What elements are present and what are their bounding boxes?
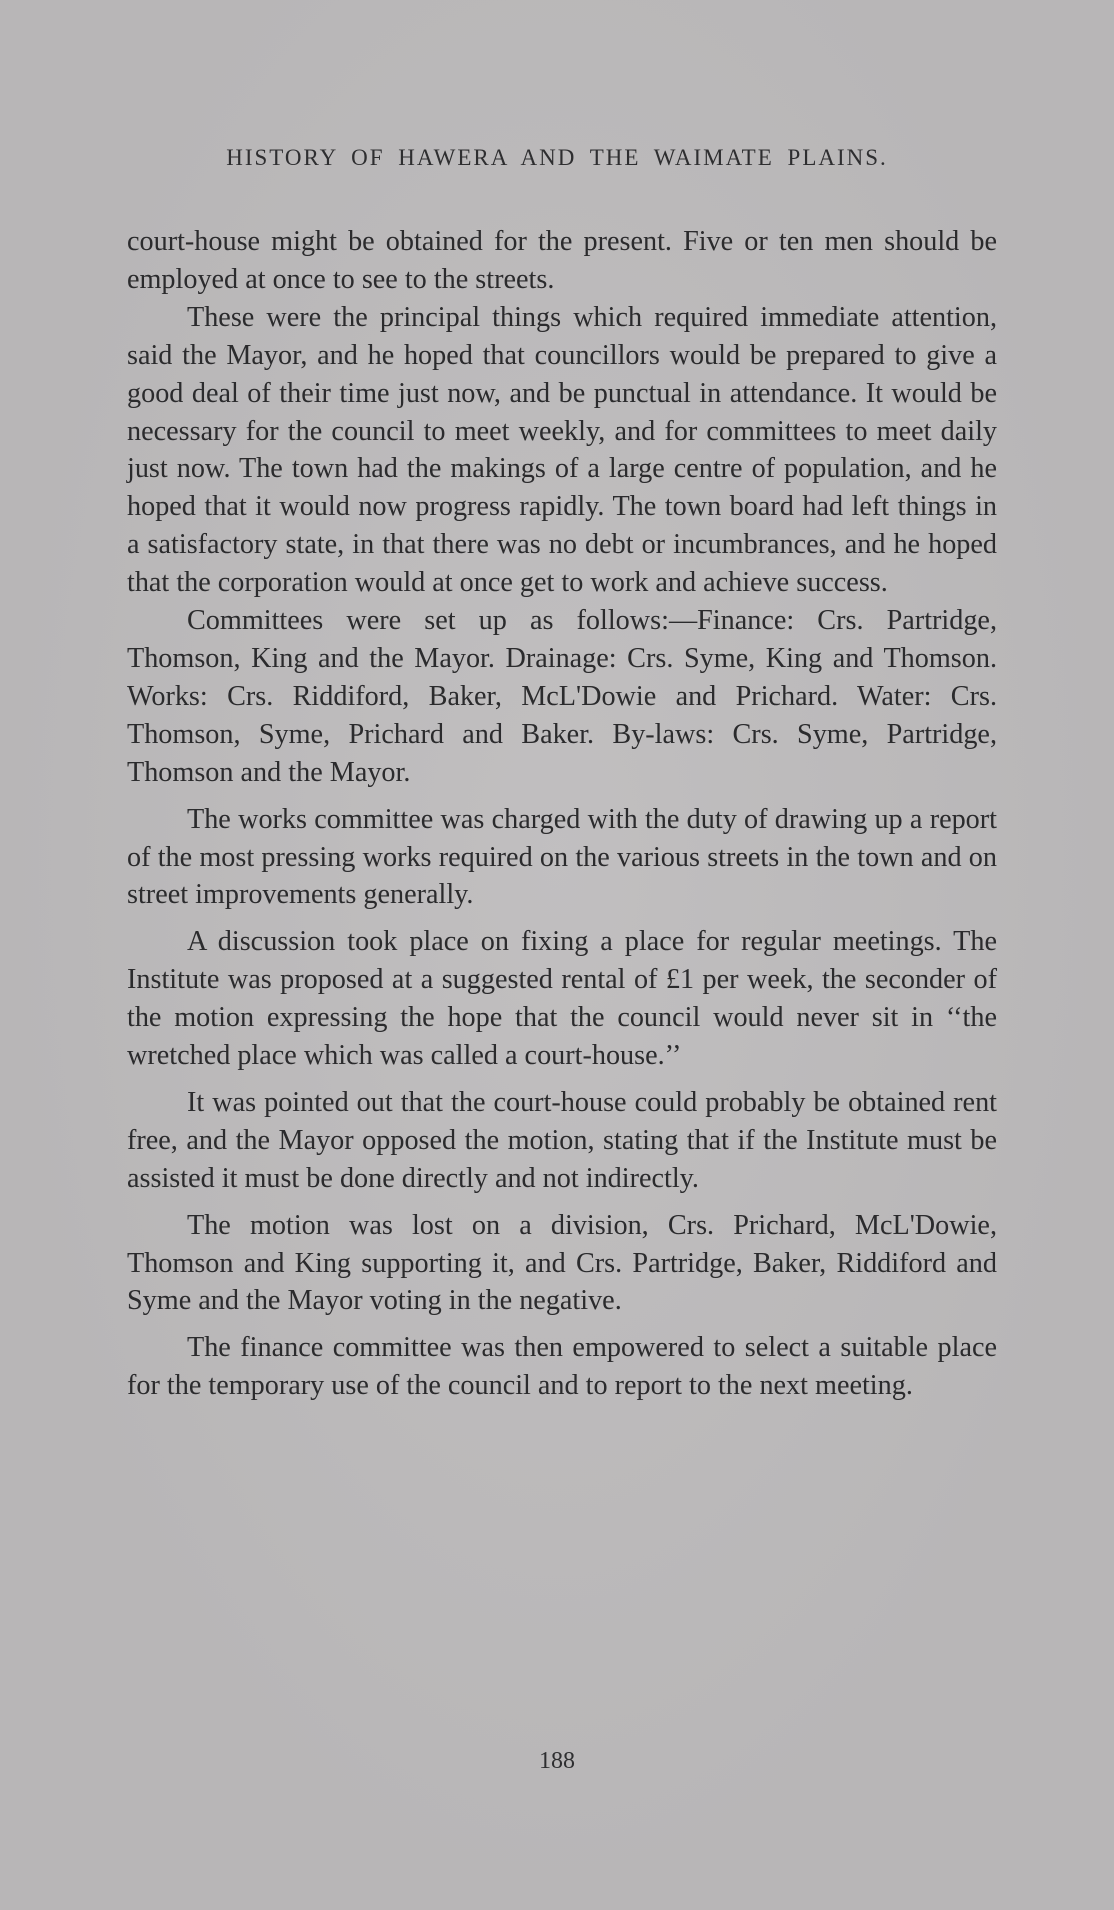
paragraph-mayor-remarks: These were the principal things which required immediate attention, said the Mayor, and he hoped that councillors would be prepared to give a good deal of their time just now, and be punctual in attendance. It would be necessary for the council to meet weekly, and for committees to meet daily just now. The town had the makings of a large centre of population, and he hoped that it would now progress rapidly. The town board had left things in a satisfactory state, in that there was no debt or incumbrances, and he hoped that the corporation would at once get to work and achieve success. [127,301,997,599]
body-text [127,223,997,1405]
paragraph-court-house: It was pointed out that the court-house could probably be obtained rent free, and the Mayor opposed the motion, stating that if the Institute must be assisted it must be done directly and not indirectly. [127,1086,997,1194]
page-number: 188 [539,1748,575,1774]
running-head: HISTORY OF HAWERA AND THE WAIMATE PLAINS. [226,145,888,170]
paragraph-motion-lost: The motion was lost on a division, Crs. Prichard, McL'Dowie, Thomson and King supporting it, and Crs. Partridge, Baker, Riddiford and Syme and the Mayor voting in the negative. [127,1209,997,1317]
paragraph-works-committee: The works committee was charged with the duty of drawing up a report of the most pressing works required on the various streets in the town and on street improvements generally. [127,803,997,911]
paragraph-committees: Committees were set up as follows:—Finance: Crs. Partridge, Thomson, King and the Mayor. Drainage: Crs. Syme, King and Thomson. Works: Crs. Riddiford, Baker, McL'Dowie and Prichard. Water: Crs. Thomson, Syme, Prichard and Baker. By-laws: Crs. Syme, Partridge, Thomson and the Mayor. [127,605,997,788]
paragraph-meeting-place: A discussion took place on fixing a place for regular meetings. The Institute was proposed at a suggested rental of £1 per week, the seconder of the motion expressing the hope that the council would never sit in ‘‘the wretched place which was called a court-house.’’ [127,926,997,1072]
paragraph-finance-committee: The finance committee was then empowered to select a suitable place for the temporary use of the council and to report to the next meeting. [127,1332,997,1402]
paragraph-continuation: court-house might be obtained for the present. Five or ten men should be employed at once to see to the streets. [127,226,997,295]
